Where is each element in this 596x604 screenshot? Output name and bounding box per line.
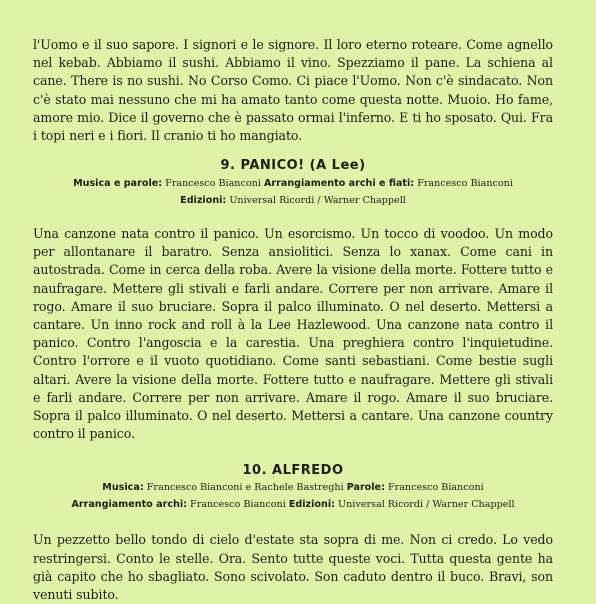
- booklet-page: [33, 36, 553, 604]
- track-10-arrangement-value: Francesco Bianconi: [190, 499, 286, 511]
- track-9-music-lyrics-label: Musica e parole:: [73, 178, 163, 189]
- track-10-credits: [33, 479, 553, 513]
- track-9-arrangement-value: Francesco Bianconi: [417, 178, 513, 189]
- lyrics-paragraph-1: l'Uomo e il suo sapore. I signori e le signore. Il loro eterno roteare. Come agnello nel kebab. Abbiamo il sushi. Abbiamo il vino. Spezziamo il pane. La schiena al cane. There is no sushi. No Corso Como. Ci piace l'Uomo. Non c'è sindacato. Non c'è stato mai nessuno che mi ha amato tanto come questa notte. Muoio. Ho fame, amore mio. Dice il governo che è passato ormai l'inferno. E ti ho sposato. Qui. Fra i topi neri e i fiori. Il cranio ti ho mangiato.: [33, 37, 553, 144]
- track-9-editions-value: Universal Ricordi / Warner Chappell: [229, 195, 406, 206]
- track-9-editions-label: Edizioni:: [180, 195, 227, 206]
- track-10-credits-line-1: [33, 479, 553, 496]
- track-10-editions-label: Edizioni:: [288, 499, 335, 511]
- track-10-lyrics-value: Francesco Bianconi: [387, 482, 484, 494]
- track-10-music-label: Musica:: [102, 482, 144, 494]
- track-10-editions-value: Universal Ricordi / Warner Chappell: [338, 499, 515, 511]
- track-9-arrangement-label: Arrangiamento archi e fiati:: [263, 178, 415, 189]
- lyrics-paragraph-2: Una canzone nata contro il panico. Un esorcismo. Un tocco di voodoo. Un modo per allontanare il baratro. Senza ansiolitici. Senza lo xanax. Come cani in autostrada. Come in cerca della roba. Avere la visione della morte. Fottere tutto e naufragare. Mettere gli stivali e farli andare. Correre per non arrivare. Amare il rogo. Amare il suo bruciare. Sopra il palco illuminato. O nel deserto. Mettersi a cantare. Un inno rock and roll à la Lee Hazlewood. Una canzone nata contro il panico. Contro l'angoscia e la carestia. Una preghiera contro l'inquietudine. Contro l'orrore e il vuoto quotidiano. Come santi sebastiani. Come bestie sugli altari. Avere la visione della morte. Fottere tutto e naufragare. Mettere gli stivali e farli andare. Correre per non arrivare. Amare il rogo. Amare il suo bruciare. Sopra il palco illuminato. O nel deserto. Mettersi a cantare. Una canzone country contro il panico.: [33, 226, 553, 442]
- track-9-credits-line-2: [33, 192, 553, 209]
- track-10-arrangement-label: Arrangiamento archi:: [71, 499, 187, 511]
- track-9-credits: [33, 175, 553, 209]
- lyrics-paragraph-3: Un pezzetto bello tondo di cielo d'estate sta sopra di me. Non ci credo. Lo vedo restringersi. Conto le stelle. Ora. Sento tutte queste voci. Tutta questa gente ha già capito che ho sbagliato. Sono scivolato. Son caduto dentro il buco. Bravi, son venuti subito.: [33, 532, 553, 603]
- track-9-title: 9. PANICO! (A Lee): [220, 158, 366, 173]
- track-10-credits-line-2: [33, 496, 553, 513]
- track-10-lyrics-label: Parole:: [346, 482, 385, 494]
- track-9-credits-line-1: [33, 175, 553, 192]
- track-10-music-value: Francesco Bianconi e Rachele Bastreghi: [146, 482, 344, 494]
- track-10-title: 10. ALFREDO: [242, 463, 344, 479]
- track-9-music-lyrics-value: Francesco Bianconi: [165, 178, 261, 189]
